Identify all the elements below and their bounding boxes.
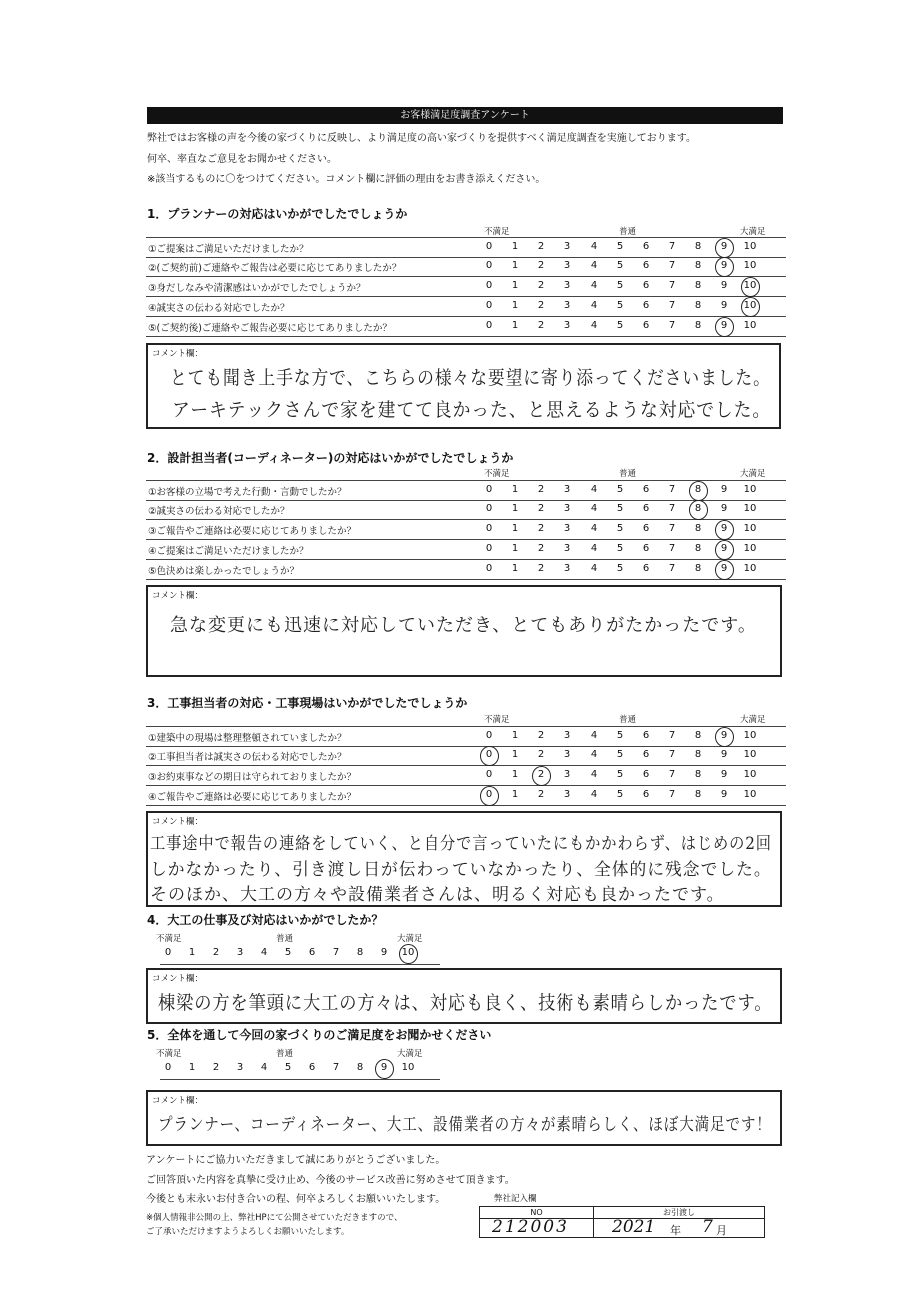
section-3-comment-line-2: しかなかったり、引き渡し日が伝わっていなかったり、全体的に残念でした。 <box>150 860 772 880</box>
rating-option[interactable]: 4 <box>590 789 598 800</box>
rating-option[interactable]: 1 <box>511 789 519 800</box>
rating-option[interactable]: 8 <box>694 789 702 800</box>
rating-option[interactable]: 1 <box>188 1062 196 1073</box>
scale-low-label: 不満足 <box>484 469 510 479</box>
rating-option[interactable]: 0 <box>485 241 493 252</box>
rating-option[interactable]: 5 <box>616 300 624 311</box>
question-text: ④ご報告やご連絡は必要に応じてありましたか？ <box>148 792 357 803</box>
question-row <box>146 786 786 806</box>
intro-line-3: ※該当するものに〇をつけてください。コメント欄に評価の理由をお書き添えください。 <box>147 174 546 185</box>
scale-mid-label: 普通 <box>276 934 294 944</box>
rating-option[interactable]: 4 <box>590 769 598 780</box>
rating-option[interactable]: 5 <box>616 280 624 291</box>
rating-option[interactable]: 8 <box>694 300 702 311</box>
rating-option[interactable]: 6 <box>642 484 650 495</box>
comment-label: コメント欄： <box>152 1096 204 1106</box>
scale-low-label: 不満足 <box>484 715 510 725</box>
rating-option[interactable]: 2 <box>537 300 545 311</box>
section-1-title: 1．プランナーの対応はいかがでしたでしょうか <box>147 207 408 221</box>
question-row <box>146 560 786 580</box>
question-row <box>146 540 786 560</box>
rating-option[interactable]: 4 <box>590 320 598 331</box>
rating-option[interactable]: 3 <box>563 769 571 780</box>
section-3-comment-line-1: 工事途中で報告の連絡をしていく、と自分で言っていたにもかかわらず、はじめの2回 <box>150 834 772 854</box>
section-4-comment-line-1: 棟梁の方を筆頭に大工の方々は、対応も良く、技術も素晴らしかったです。 <box>158 992 773 1014</box>
rating-option-selected[interactable]: 9 <box>374 1062 394 1073</box>
rating-option-selected[interactable]: 0 <box>479 749 499 760</box>
registration-number: 212003 <box>492 1217 569 1237</box>
rating-option[interactable]: 8 <box>694 260 702 271</box>
rating-option[interactable]: 1 <box>511 320 519 331</box>
rating-option[interactable]: 6 <box>308 1062 316 1073</box>
rating-option[interactable]: 4 <box>260 947 268 958</box>
footer-privacy-note-1: ※個人情報非公開の上、弊社HPにて公開させていただきますので、 <box>146 1213 403 1223</box>
section-5-scale <box>160 1059 440 1080</box>
rating-option[interactable]: 1 <box>511 769 519 780</box>
rating-option[interactable]: 4 <box>590 503 598 514</box>
rating-option[interactable]: 3 <box>563 300 571 311</box>
footer-privacy-note-2: ご了承いただけますようよろしくお願いいたします。 <box>146 1227 350 1237</box>
rating-option[interactable]: 3 <box>563 280 571 291</box>
rating-option[interactable]: 7 <box>668 789 676 800</box>
section-2-comment-box <box>146 585 782 677</box>
rating-option[interactable]: 10 <box>743 260 757 271</box>
rating-option[interactable]: 4 <box>590 523 598 534</box>
rating-option[interactable]: 6 <box>642 280 650 291</box>
rating-option[interactable]: 6 <box>642 749 650 760</box>
rating-option[interactable]: 1 <box>511 543 519 554</box>
rating-option[interactable]: 6 <box>308 947 316 958</box>
section-3-comment-line-3: そのほか、大工の方々や設備業者さんは、明るく対応も良かったです。 <box>150 885 725 905</box>
section-5-comment-box <box>146 1090 782 1146</box>
rating-option[interactable]: 9 <box>720 484 728 495</box>
rating-option[interactable]: 10 <box>743 503 757 514</box>
scale-high-label: 大満足 <box>397 1049 423 1059</box>
rating-option[interactable]: 6 <box>642 320 650 331</box>
rating-option[interactable]: 3 <box>563 241 571 252</box>
rating-option[interactable]: 6 <box>642 769 650 780</box>
rating-option[interactable]: 0 <box>164 1062 172 1073</box>
scale-high-label: 大満足 <box>397 934 423 944</box>
rating-option-selected[interactable]: 10 <box>740 300 760 311</box>
rating-option[interactable]: 3 <box>236 947 244 958</box>
question-text: ①お客様の立場で考えた行動・言動でしたか？ <box>148 487 347 498</box>
handover-header: お引渡し <box>594 1207 764 1219</box>
rating-option[interactable]: 7 <box>668 563 676 574</box>
question-row <box>146 297 786 317</box>
comment-label: コメント欄： <box>152 817 204 827</box>
question-text: ⑤(ご契約後)ご連絡やご報告必要に応じてありましたか？ <box>148 323 392 334</box>
rating-option[interactable]: 6 <box>642 730 650 741</box>
section-3-title: 3．工事担当者の対応・工事現場はいかがでしたでしょうか <box>147 696 468 710</box>
footer-line-3: 今後とも末永いお付き合いの程、何卒よろしくお願いいたします。 <box>146 1194 446 1205</box>
rating-option-selected[interactable]: 9 <box>714 543 734 554</box>
rating-option[interactable]: 10 <box>743 730 757 741</box>
rating-option[interactable]: 2 <box>537 503 545 514</box>
rating-option[interactable]: 6 <box>642 523 650 534</box>
question-row <box>146 317 786 337</box>
rating-option[interactable]: 2 <box>212 1062 220 1073</box>
footer-line-2: ご回答頂いた内容を真摯に受け止め、今後のサービス改善に努めさせて頂きます。 <box>146 1175 515 1186</box>
rating-option[interactable]: 5 <box>616 730 624 741</box>
rating-option[interactable]: 3 <box>563 260 571 271</box>
rating-option[interactable]: 5 <box>616 241 624 252</box>
rating-option[interactable]: 5 <box>616 543 624 554</box>
rating-option[interactable]: 7 <box>332 947 340 958</box>
scale-high-label: 大満足 <box>740 227 766 237</box>
rating-option[interactable]: 2 <box>537 241 545 252</box>
rating-option[interactable]: 9 <box>720 789 728 800</box>
question-text: ①ご提案はご満足いただけましたか？ <box>148 244 309 255</box>
rating-option[interactable]: 7 <box>668 503 676 514</box>
question-row <box>146 520 786 540</box>
rating-option-selected[interactable]: 9 <box>714 730 734 741</box>
rating-option[interactable]: 5 <box>616 789 624 800</box>
rating-option[interactable]: 0 <box>485 563 493 574</box>
question-row <box>146 746 786 766</box>
question-text: ③お約束事などの期日は守られておりましたか？ <box>148 772 357 783</box>
rating-option-selected[interactable]: 10 <box>740 280 760 291</box>
question-text: ④誠実さの伝わる対応でしたか？ <box>148 303 290 314</box>
rating-option[interactable]: 7 <box>668 300 676 311</box>
rating-option[interactable]: 8 <box>694 730 702 741</box>
rating-option[interactable]: 4 <box>590 543 598 554</box>
rating-option[interactable]: 7 <box>668 260 676 271</box>
rating-option[interactable]: 6 <box>642 300 650 311</box>
rating-option[interactable]: 4 <box>260 1062 268 1073</box>
rating-option[interactable]: 7 <box>668 280 676 291</box>
rating-option[interactable]: 8 <box>694 320 702 331</box>
rating-option[interactable]: 10 <box>743 320 757 331</box>
rating-option[interactable]: 2 <box>537 260 545 271</box>
section-3-comment-box <box>146 811 782 907</box>
question-text: ⑤色決めは楽しかったでしょうか？ <box>148 566 300 577</box>
rating-option[interactable]: 3 <box>563 320 571 331</box>
section-1-comment-line-1: とても聞き上手な方で、こちらの様々な要望に寄り添ってくださいました。 <box>170 367 771 389</box>
comment-label: コメント欄： <box>152 349 204 359</box>
rating-option[interactable]: 2 <box>537 484 545 495</box>
rating-option[interactable]: 10 <box>743 769 757 780</box>
rating-option[interactable]: 7 <box>668 769 676 780</box>
rating-option[interactable]: 5 <box>616 320 624 331</box>
section-2-comment-line-1: 急な変更にも迅速に対応していただき、とてもありがたかったです。 <box>170 615 757 636</box>
rating-option-selected[interactable]: 2 <box>531 769 551 780</box>
survey-title-banner: お客様満足度調査アンケート <box>147 107 783 124</box>
rating-option[interactable]: 0 <box>485 280 493 291</box>
rating-option[interactable]: 2 <box>212 947 220 958</box>
scale-high-label: 大満足 <box>740 469 766 479</box>
rating-option[interactable]: 9 <box>720 280 728 291</box>
rating-option[interactable]: 3 <box>563 484 571 495</box>
rating-option-selected[interactable]: 9 <box>714 260 734 271</box>
rating-option[interactable]: 6 <box>642 503 650 514</box>
intro-line-2: 何卒、率直なご意見をお聞かせください。 <box>147 154 337 165</box>
section-4-title: 4．大工の仕事及び対応はいかがでしたか？ <box>147 913 384 927</box>
registration-table <box>479 1206 765 1238</box>
rating-option-selected[interactable]: 8 <box>688 484 708 495</box>
rating-option-selected[interactable]: 10 <box>398 947 418 958</box>
rating-option[interactable]: 1 <box>188 947 196 958</box>
rating-option[interactable]: 3 <box>236 1062 244 1073</box>
rating-option[interactable]: 3 <box>563 563 571 574</box>
question-text: ②(ご契約前)ご連絡やご報告は必要に応じてありましたか？ <box>148 263 402 274</box>
rating-option[interactable]: 8 <box>694 543 702 554</box>
rating-option[interactable]: 8 <box>694 563 702 574</box>
rating-option[interactable]: 6 <box>642 260 650 271</box>
rating-option[interactable]: 1 <box>511 730 519 741</box>
rating-option[interactable]: 1 <box>511 484 519 495</box>
rating-option[interactable]: 0 <box>485 523 493 534</box>
rating-option[interactable]: 5 <box>616 484 624 495</box>
rating-option[interactable]: 9 <box>720 749 728 760</box>
rating-option[interactable]: 7 <box>668 241 676 252</box>
rating-option[interactable]: 6 <box>642 563 650 574</box>
rating-option[interactable]: 0 <box>485 260 493 271</box>
rating-option[interactable]: 5 <box>616 523 624 534</box>
scale-mid-label: 普通 <box>619 469 637 479</box>
rating-option[interactable]: 0 <box>485 543 493 554</box>
rating-option[interactable]: 1 <box>511 563 519 574</box>
question-row <box>146 726 786 747</box>
question-text: ④ご提案はご満足いただけましたか？ <box>148 546 309 557</box>
rating-option[interactable]: 2 <box>537 789 545 800</box>
scale-mid-label: 普通 <box>276 1049 294 1059</box>
rating-option[interactable]: 7 <box>332 1062 340 1073</box>
question-row <box>146 257 786 277</box>
section-1-comment-box <box>146 343 781 429</box>
rating-option[interactable]: 5 <box>616 563 624 574</box>
rating-option[interactable]: 0 <box>485 320 493 331</box>
section-5-comment-line-1: プランナー、コーディネーター、大工、設備業者の方々が素晴らしく、ほぼ大満足です！ <box>158 1115 772 1135</box>
rating-option[interactable]: 4 <box>590 730 598 741</box>
rating-option[interactable]: 10 <box>743 241 757 252</box>
rating-option[interactable]: 3 <box>563 789 571 800</box>
rating-option[interactable]: 6 <box>642 543 650 554</box>
rating-option[interactable]: 0 <box>164 947 172 958</box>
scale-mid-label: 普通 <box>619 715 637 725</box>
comment-label: コメント欄： <box>152 591 204 601</box>
rating-option[interactable]: 0 <box>485 769 493 780</box>
rating-option[interactable]: 3 <box>563 503 571 514</box>
section-2-title: 2．設計担当者(コーディネーター)の対応はいかがでしたでしょうか <box>147 451 514 465</box>
rating-option[interactable]: 1 <box>511 241 519 252</box>
rating-option[interactable]: 10 <box>743 523 757 534</box>
section-4-comment-box <box>146 968 782 1024</box>
rating-option[interactable]: 5 <box>616 769 624 780</box>
rating-option[interactable]: 4 <box>590 300 598 311</box>
question-text: ③ご報告やご連絡は必要に応じてありましたか？ <box>148 526 357 537</box>
intro-line-1: 弊社ではお客様の声を今後の家づくりに反映し、より満足度の高い家づくりを提供すべく満足度調査を実施しております。 <box>147 133 696 144</box>
question-text: ③身だしなみや清潔感はいかがでしたでしょうか？ <box>148 283 366 294</box>
rating-option[interactable]: 10 <box>743 563 757 574</box>
rating-option[interactable]: 8 <box>694 769 702 780</box>
rating-option-selected[interactable]: 0 <box>479 789 499 800</box>
year-unit: 年 <box>670 1224 681 1237</box>
rating-option[interactable]: 7 <box>668 730 676 741</box>
rating-option[interactable]: 4 <box>590 749 598 760</box>
question-row <box>146 237 786 258</box>
rating-option[interactable]: 10 <box>743 789 757 800</box>
footer-thanks: アンケートにご協力いただきまして誠にありがとうございました。 <box>146 1155 446 1166</box>
rating-option[interactable]: 1 <box>511 300 519 311</box>
rating-option-selected[interactable]: 8 <box>688 503 708 514</box>
question-text: ②誠実さの伝わる対応でしたか？ <box>148 506 290 517</box>
question-row <box>146 480 786 501</box>
rating-option[interactable]: 4 <box>590 563 598 574</box>
rating-option[interactable]: 7 <box>668 320 676 331</box>
rating-option[interactable]: 2 <box>537 320 545 331</box>
handover-month: 7 <box>702 1217 713 1237</box>
rating-option[interactable]: 9 <box>720 503 728 514</box>
comment-label: コメント欄： <box>152 974 204 984</box>
rating-option[interactable]: 10 <box>743 749 757 760</box>
rating-option-selected[interactable]: 9 <box>714 563 734 574</box>
scale-mid-label: 普通 <box>619 227 637 237</box>
rating-option[interactable]: 0 <box>485 730 493 741</box>
rating-option[interactable]: 4 <box>590 484 598 495</box>
rating-option[interactable]: 7 <box>668 523 676 534</box>
rating-option[interactable]: 6 <box>642 789 650 800</box>
rating-option[interactable]: 2 <box>537 543 545 554</box>
question-row <box>146 766 786 786</box>
rating-option[interactable]: 3 <box>563 543 571 554</box>
scale-low-label: 不満足 <box>484 227 510 237</box>
rating-option[interactable]: 4 <box>590 241 598 252</box>
rating-option[interactable]: 8 <box>694 523 702 534</box>
rating-option[interactable]: 5 <box>284 947 292 958</box>
rating-option[interactable]: 8 <box>694 749 702 760</box>
company-use-label: 弊社記入欄 <box>494 1194 537 1204</box>
rating-option[interactable]: 8 <box>694 280 702 291</box>
rating-option[interactable]: 6 <box>642 241 650 252</box>
scale-low-label: 不満足 <box>156 1049 182 1059</box>
section-4-scale <box>160 944 440 965</box>
rating-option[interactable]: 9 <box>720 300 728 311</box>
rating-option[interactable]: 1 <box>511 749 519 760</box>
rating-option[interactable]: 3 <box>563 749 571 760</box>
table-divider <box>593 1207 594 1237</box>
rating-option[interactable]: 8 <box>694 241 702 252</box>
rating-option[interactable]: 10 <box>743 543 757 554</box>
rating-option[interactable]: 5 <box>616 749 624 760</box>
rating-option[interactable]: 0 <box>485 503 493 514</box>
rating-option-selected[interactable]: 9 <box>714 320 734 331</box>
month-unit: 月 <box>716 1224 727 1237</box>
scale-high-label: 大満足 <box>740 715 766 725</box>
rating-option[interactable]: 7 <box>668 749 676 760</box>
section-1-comment-line-2: アーキテックさんで家を建てて良かった、と思えるような対応でした。 <box>172 399 772 421</box>
rating-option[interactable]: 5 <box>616 260 624 271</box>
rating-option[interactable]: 10 <box>401 1062 415 1073</box>
rating-option[interactable]: 2 <box>537 730 545 741</box>
rating-option[interactable]: 8 <box>356 1062 364 1073</box>
rating-option[interactable]: 9 <box>720 769 728 780</box>
handover-year: 2021 <box>612 1217 656 1237</box>
rating-option[interactable]: 2 <box>537 563 545 574</box>
rating-option[interactable]: 0 <box>485 300 493 311</box>
rating-option[interactable]: 0 <box>485 484 493 495</box>
rating-option[interactable]: 5 <box>616 503 624 514</box>
question-row <box>146 500 786 520</box>
rating-option[interactable]: 10 <box>743 484 757 495</box>
rating-option[interactable]: 1 <box>511 280 519 291</box>
question-text: ①建築中の現場は整理整頓されていましたか？ <box>148 733 347 744</box>
question-row <box>146 277 786 297</box>
scale-low-label: 不満足 <box>156 934 182 944</box>
rating-option[interactable]: 7 <box>668 484 676 495</box>
rating-option-selected[interactable]: 9 <box>714 241 734 252</box>
rating-option[interactable]: 9 <box>380 947 388 958</box>
rating-option[interactable]: 7 <box>668 543 676 554</box>
rating-option[interactable]: 4 <box>590 260 598 271</box>
rating-option[interactable]: 8 <box>356 947 364 958</box>
rating-option[interactable]: 1 <box>511 523 519 534</box>
rating-option[interactable]: 2 <box>537 523 545 534</box>
rating-option[interactable]: 5 <box>284 1062 292 1073</box>
rating-option[interactable]: 2 <box>537 280 545 291</box>
rating-option[interactable]: 4 <box>590 280 598 291</box>
rating-option[interactable]: 1 <box>511 503 519 514</box>
section-5-title: 5．全体を通して今回の家づくりのご満足度をお聞かせください <box>147 1028 492 1042</box>
question-text: ②工事担当者は誠実さの伝わる対応でしたか？ <box>148 752 347 763</box>
rating-option[interactable]: 2 <box>537 749 545 760</box>
rating-option[interactable]: 3 <box>563 730 571 741</box>
rating-option[interactable]: 3 <box>563 523 571 534</box>
rating-option-selected[interactable]: 9 <box>714 523 734 534</box>
rating-option[interactable]: 1 <box>511 260 519 271</box>
no-header: NO <box>480 1207 593 1219</box>
